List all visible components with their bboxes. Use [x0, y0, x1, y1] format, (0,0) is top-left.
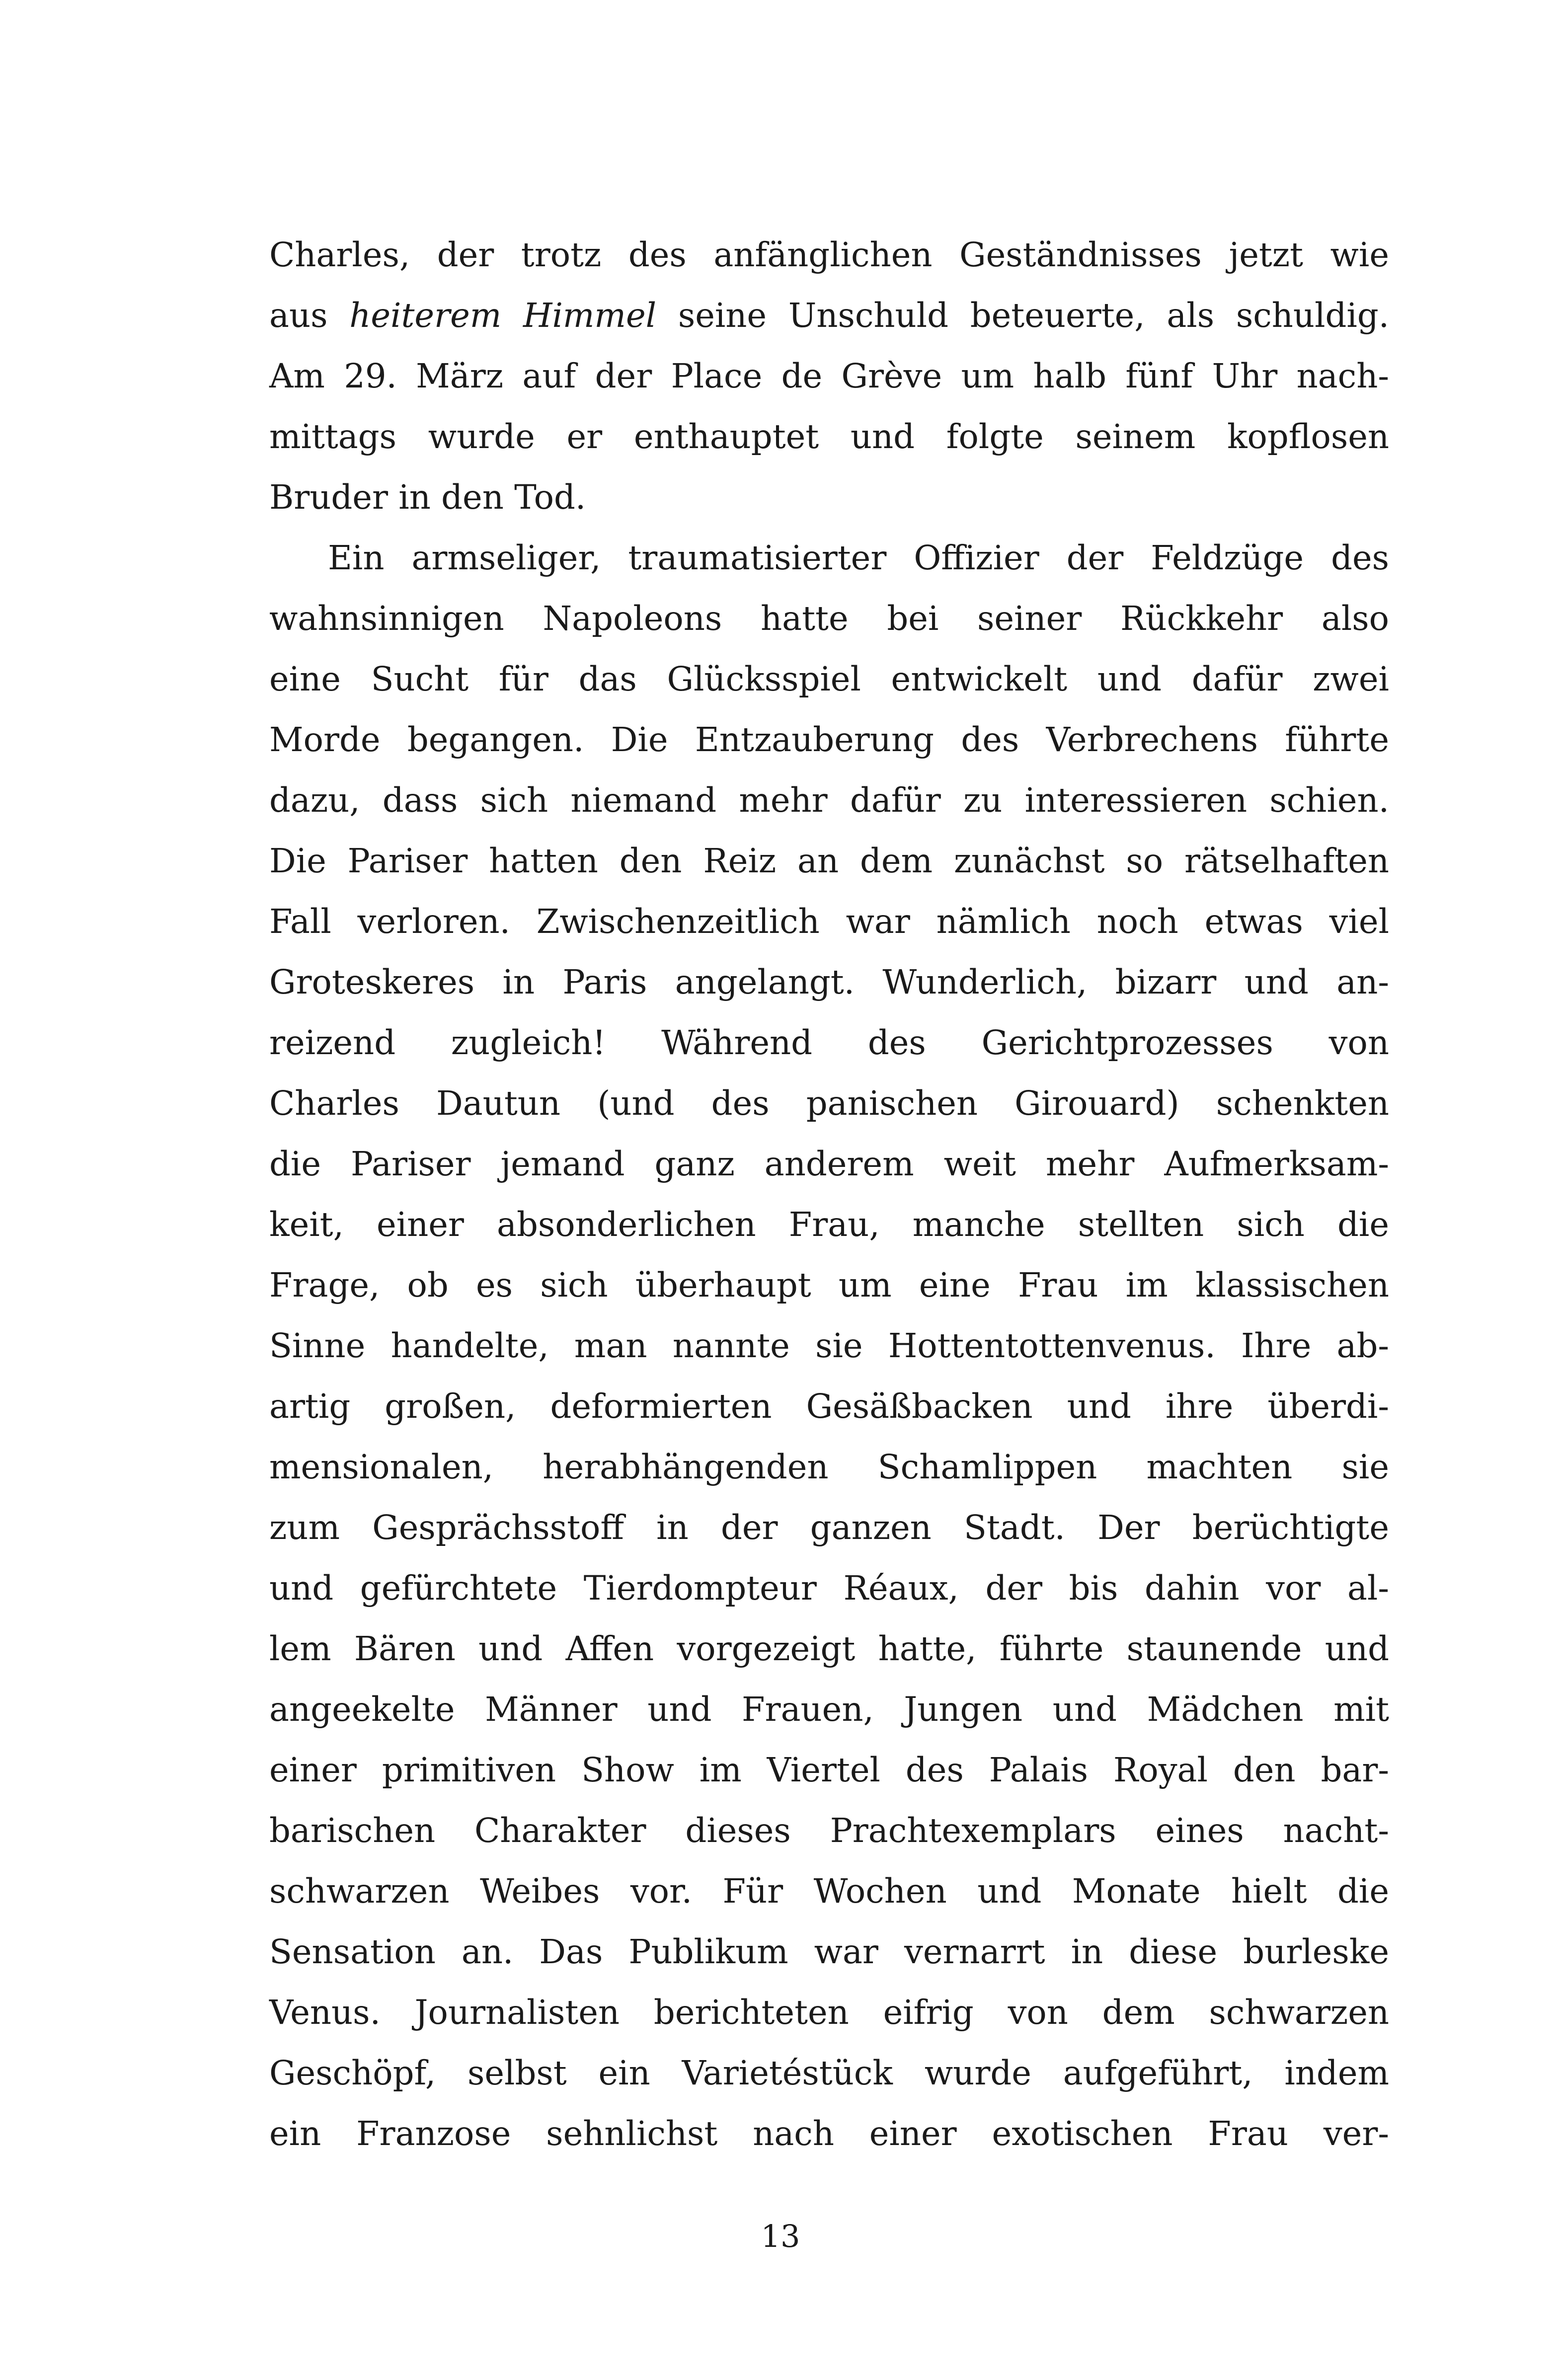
italic-phrase: heiterem Himmel: [349, 296, 657, 335]
text-line: Am 29. März auf der Place de Grève um halb fünf Uhr nach-: [269, 357, 1389, 395]
text-line: Ein armseliger, traumatisierter Offizier der Feldzüge des: [328, 538, 1389, 577]
text-line: keit, einer absonderlichen Frau, manche stellten sich die: [269, 1205, 1389, 1244]
paragraph-2: [269, 528, 1389, 2164]
text-line: artig großen, deformierten Gesäßbacken und ihre überdi-: [269, 1387, 1389, 1426]
text-line: und gefürchtete Tierdompteur Réaux, der bis dahin vor al-: [269, 1569, 1389, 1608]
text-line: die Pariser jemand ganz anderem weit mehr Aufmerksam-: [269, 1145, 1389, 1183]
text-line: lem Bären und Affen vorgezeigt hatte, führte staunende und: [269, 1629, 1389, 1668]
text-line: Sensation an. Das Publikum war vernarrt in diese burleske: [269, 1932, 1389, 1971]
text-line: dazu, dass sich niemand mehr dafür zu interessieren schien.: [269, 781, 1389, 820]
text-line: Groteskeres in Paris angelangt. Wunderlich, bizarr und an-: [269, 963, 1389, 1001]
text-line: aus heiterem Himmel seine Unschuld beteuerte, als schuldig.: [269, 296, 1390, 335]
text-line: Fall verloren. Zwischenzeitlich war nämlich noch etwas viel: [269, 902, 1389, 941]
text-line: barischen Charakter dieses Prachtexemplars eines nacht-: [269, 1811, 1389, 1850]
text-line: angeekelte Männer und Frauen, Jungen und Mädchen mit: [269, 1690, 1389, 1729]
text-line: Frage, ob es sich überhaupt um eine Frau im klassischen: [269, 1266, 1389, 1305]
paragraph-1: [269, 225, 1389, 528]
text-line: Venus. Journalisten berichteten eifrig von dem schwarzen: [269, 1993, 1389, 2032]
text-line: Charles, der trotz des anfänglichen Geständnisses jetzt wie: [269, 235, 1389, 274]
text-line: reizend zugleich! Während des Gerichtprozesses von: [269, 1023, 1389, 1062]
text-line: schwarzen Weibes vor. Für Wochen und Monate hielt die: [269, 1872, 1389, 1911]
text-line: Bruder in den Tod.: [269, 478, 586, 517]
text-line: einer primitiven Show im Viertel des Palais Royal den bar-: [269, 1751, 1389, 1789]
text-line: Morde begangen. Die Entzauberung des Verbrechens führte: [269, 720, 1389, 759]
text-line: wahnsinnigen Napoleons hatte bei seiner Rückkehr also: [269, 599, 1389, 638]
text-line: eine Sucht für das Glücksspiel entwickelt und dafür zwei: [269, 660, 1389, 698]
text-line: Die Pariser hatten den Reiz an dem zunächst so rätselhaften: [269, 842, 1389, 880]
page-number: 13: [761, 2218, 800, 2254]
body-text: [269, 225, 1389, 2164]
text-line: Geschöpf, selbst ein Varietéstück wurde aufgeführt, indem: [269, 2054, 1389, 2092]
text-line: Sinne handelte, man nannte sie Hottentottenvenus. Ihre ab-: [269, 1326, 1389, 1365]
text-line: mittags wurde er enthauptet und folgte seinem kopflosen: [269, 417, 1389, 456]
text-line: zum Gesprächsstoff in der ganzen Stadt. Der berüchtigte: [269, 1508, 1389, 1547]
text-line: mensionalen, herabhängenden Schamlippen machten sie: [269, 1448, 1389, 1486]
text-line: ein Franzose sehnlichst nach einer exotischen Frau ver-: [269, 2114, 1389, 2153]
text-line: Charles Dautun (und des panischen Girouard) schenkten: [269, 1084, 1389, 1123]
